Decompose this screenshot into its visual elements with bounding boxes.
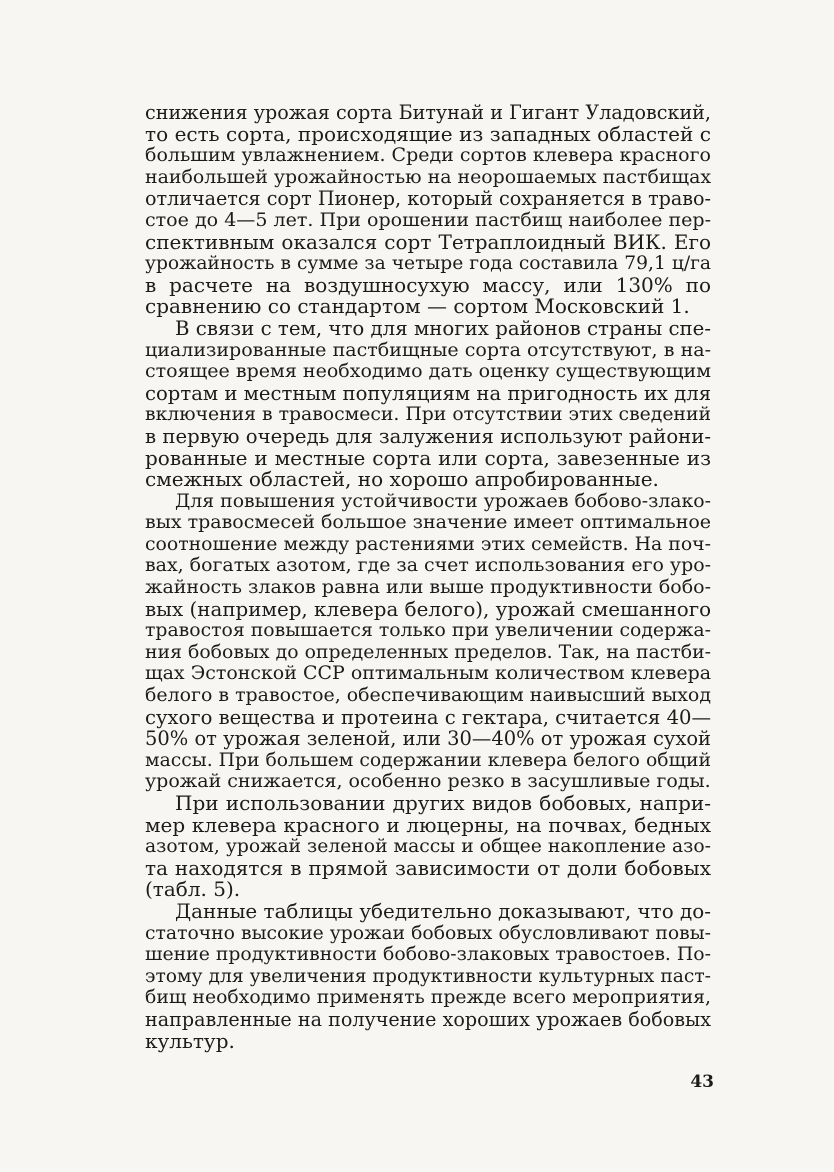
text-line: наибольшей урожайностью на неорошаемых пастбищах bbox=[145, 165, 712, 188]
text-line: в расчете на воздушносухую массу, или 130% по bbox=[145, 272, 711, 297]
text-line: в первую очередь для залужения используют райони- bbox=[145, 424, 711, 448]
paragraph-5 bbox=[145, 901, 711, 1052]
text-line: стое до 4—5 лет. При орошении пастбищ наиболее пер- bbox=[145, 208, 711, 231]
text-line: жайность злаков равна или выше продуктивности бобо- bbox=[145, 576, 711, 599]
text-line: спективным оказался сорт Тетраплоидный ВИК. Его bbox=[145, 229, 711, 254]
text-line: азотом, урожай зеленой массы и общее накопление азо- bbox=[145, 836, 711, 858]
paragraph-3 bbox=[145, 491, 711, 793]
text-line: 50% от урожая зеленой, или 30—40% от урожая сухой bbox=[145, 727, 711, 751]
text-line: направленные на получение хороших урожаев бобовых bbox=[145, 1007, 711, 1031]
body-text bbox=[145, 102, 711, 1052]
text-line: соотношение между растениями этих семейств. На поч- bbox=[145, 533, 711, 555]
text-line: сортам и местным популяциям на пригодность их для bbox=[145, 381, 712, 405]
text-line: бищ необходимо применять прежде всего мероприятия, bbox=[145, 987, 711, 1009]
text-line: урожайность в сумме за четыре года составила 79,1 ц/га bbox=[145, 253, 711, 275]
text-line: белого в травостое, обеспечивающим наивысший выход bbox=[145, 684, 711, 707]
text-line: вах, богатых азотом, где за счет использования его уро- bbox=[145, 554, 711, 577]
text-line: та находятся в прямой зависимости от доли бобовых bbox=[145, 855, 711, 880]
text-line: сравнению со стандартом — сортом Московский 1. bbox=[145, 294, 690, 319]
text-line: циализированные пастбищные сорта отсутствуют, в на- bbox=[145, 338, 711, 361]
text-line: культур. bbox=[145, 1028, 235, 1053]
text-line: Для повышения устойчивости урожаев бобово-злако- bbox=[175, 490, 711, 512]
text-line: щах Эстонской ССР оптимальным количеством клевера bbox=[145, 662, 711, 685]
text-line: сухого вещества и протеина с гектара, считается 40— bbox=[145, 705, 712, 729]
text-line: то есть сорта, происходящие из западных областей с bbox=[145, 121, 711, 146]
text-line: смежных областей, но хорошо апробированные. bbox=[145, 467, 659, 492]
text-line: вых (например, клевера белого), урожай смешанного bbox=[145, 597, 712, 621]
text-line: урожай снижается, особенно резко в засушливые годы. bbox=[145, 770, 711, 793]
text-line: отличается сорт Пионер, который сохраняется в траво- bbox=[145, 187, 711, 211]
text-line: большим увлажнением. Среди сортов клевера красного bbox=[145, 144, 711, 167]
text-line: шение продуктивности бобово-злаковых травостоев. По- bbox=[145, 944, 711, 966]
paragraph-4 bbox=[145, 793, 711, 901]
text-line: (табл. 5). bbox=[145, 877, 241, 902]
text-line: В связи с тем, что для многих районов страны спе- bbox=[175, 316, 711, 340]
text-line: стоящее время необходимо дать оценку существующим bbox=[145, 360, 711, 383]
page-number: 43 bbox=[690, 1072, 714, 1092]
text-line: Данные таблицы убедительно доказывают, что до- bbox=[175, 899, 711, 923]
text-line: массы. При большем содержании клевера белого общий bbox=[145, 749, 711, 771]
paragraph-2 bbox=[145, 318, 711, 491]
text-line: рованные и местные сорта или сорта, завезенные из bbox=[145, 445, 711, 470]
text-line: включения в травосмеси. При отсутствии этих сведений bbox=[145, 404, 711, 426]
text-line: ния бобовых до определенных пределов. Так, на пастби- bbox=[145, 641, 711, 663]
text-line: снижения урожая сорта Битунай и Гигант Уладовский, bbox=[145, 101, 711, 124]
paragraph-1 bbox=[145, 102, 711, 318]
text-line: мер клевера красного и люцерны, на почвах, бедных bbox=[145, 812, 711, 837]
text-line: травостоя повышается только при увеличении содержа- bbox=[145, 620, 711, 642]
text-line: вых травосмесей большое значение имеет оптимальное bbox=[145, 511, 712, 534]
text-line: При использовании других видов бобовых, напри- bbox=[175, 791, 711, 815]
text-line: статочно высокие урожаи бобовых обусловливают повы- bbox=[145, 922, 711, 944]
text-line: этому для увеличения продуктивности культурных паст- bbox=[145, 965, 711, 987]
